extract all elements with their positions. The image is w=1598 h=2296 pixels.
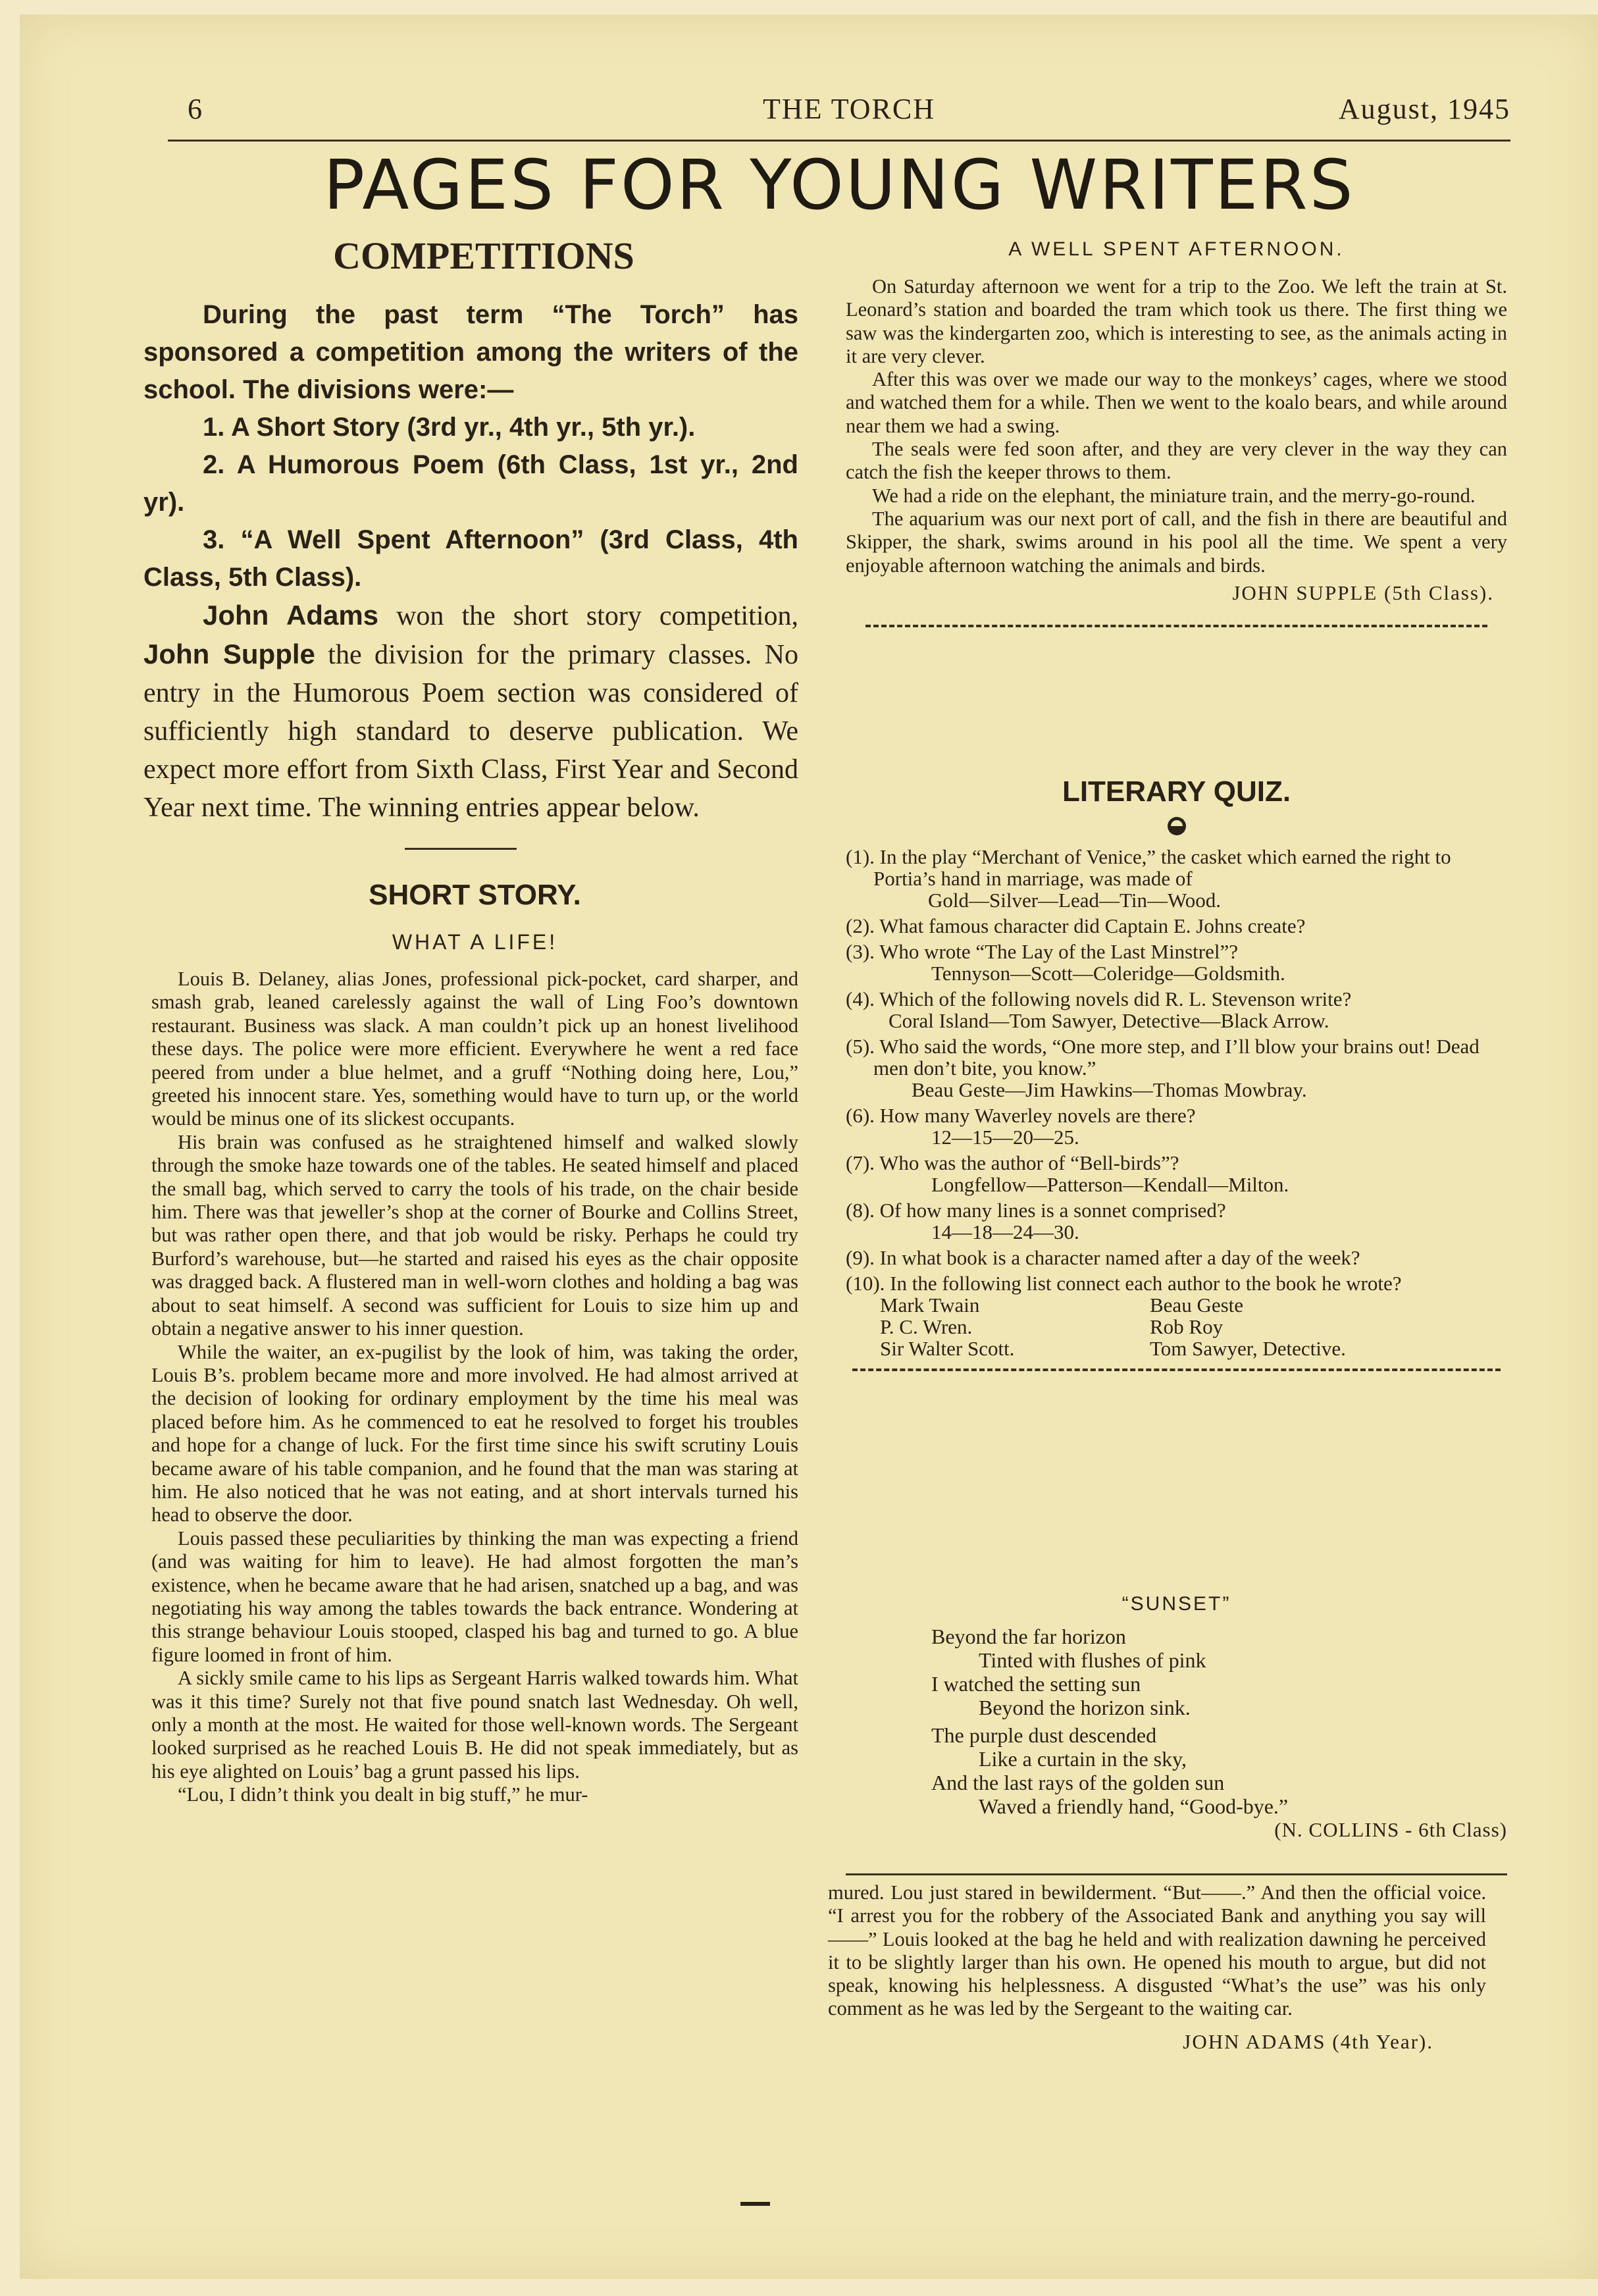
results-text-1: won the short story competition, xyxy=(378,601,798,631)
author-item: P. C. Wren. xyxy=(880,1315,973,1338)
short-story-subtitle: WHAT A LIFE! xyxy=(392,930,558,954)
quiz-question-2: (2). What famous character did Captain E. Johns create? xyxy=(846,914,1306,937)
poem-author: (N. COLLINS - 6th Class) xyxy=(1274,1818,1507,1841)
author-book-list xyxy=(846,1294,1507,1359)
quiz-answer-5: Beau Geste—Jim Hawkins—Thomas Mowbray. xyxy=(912,1078,1307,1101)
section-divider xyxy=(405,848,517,850)
page-mark xyxy=(740,2202,770,2206)
quiz-answer-1: Gold—Silver—Lead—Tin—Wood. xyxy=(928,889,1221,912)
quiz-question-10: (10). In the following list connect each author to the book he wrote? xyxy=(846,1272,1402,1295)
poem-body xyxy=(846,1625,1507,1818)
header-rule xyxy=(168,140,1510,142)
story-paragraph: While the waiter, an ex-pugilist by the look of him, was taking the order, Louis B’s. problem became more and more involved. He had almost arrived at the decision of looking for ordinary employment by the time his meal was placed before him. As he commenced to eat he resolved to forget his troubles and hope for a change of luck. For the first time since his swift scrutiny Louis became aware of his table companion, and he found that the man was staring at him. He also noticed that he was not eating, and at short intervals turned his head to observe the door. xyxy=(151,1340,798,1526)
quiz-answer-6: 12—15—20—25. xyxy=(931,1126,1079,1149)
quiz-heading: LITERARY QUIZ. xyxy=(1062,775,1291,808)
results-text-2: the division for the primary classes. No entry in the Humorous Poem section was considered of sufficiently high standard to deserve publication. We expect more effort from Sixth Class, First Year and Second Year next time. The winning entries appear below. xyxy=(143,640,799,823)
short-story-body xyxy=(151,968,798,1807)
afternoon-heading: A WELL SPENT AFTERNOON. xyxy=(1008,238,1345,260)
story-paragraph: Louis passed these peculiarities by thinking the man was expecting a friend (and was waiting for him to leave). He had almost forgotten the man’s existence, when he became aware that he had arisen, snatched up a bag, and was negotiating his way among the tables towards the back entrance. Wondering at this strange behaviour Louis stooped, clasped his bag and turned to go. A blue figure loomed in front of him. xyxy=(151,1526,798,1666)
quiz-question-4: (4). Which of the following novels did R. L. Stevenson write? xyxy=(846,987,1352,1010)
quiz-answer-8: 14—18—24—30. xyxy=(931,1220,1079,1243)
division-1: 1. A Short Story (3rd yr., 4th yr., 5th yr.). xyxy=(203,413,696,442)
afternoon-paragraph: After this was over we made our way to the monkeys’ cages, where we stood and watched them for a while. Then we went to the koalo bears, and while around near them we had a swing. xyxy=(846,368,1507,437)
page-title: PAGES FOR YOUNG WRITERS xyxy=(323,145,1355,225)
intro-text: During the past term “The Torch” has sponsored a competition among the writers of the school. The divisions were:— xyxy=(143,300,798,404)
division-2: 2. A Humorous Poem (6th Class, 1st yr., 2nd yr). xyxy=(143,450,798,517)
author-list xyxy=(880,1294,1150,1359)
wavy-divider xyxy=(852,1361,1501,1371)
poem-line: Beyond the horizon sink. xyxy=(979,1696,1191,1719)
story-paragraph: Louis B. Delaney, alias Jones, professional pick-pocket, card sharper, and smash grab, leaned carelessly against the wall of Ling Foo’s downtown restaurant. Business was slack. A man couldn’t pick up an honest livelihood these days. The police were more efficient. Everywhere he went a red face peered from under a blue helmet, and a gruff “Nothing doing here, Lou,” greeted his innocent stare. Yes, something would have to turn up, or the world would be minus one of its slickest occupants. xyxy=(151,968,798,1130)
competitions-heading: COMPETITIONS xyxy=(333,234,634,277)
poem-line: And the last rays of the golden sun xyxy=(931,1771,1225,1794)
story-continuation xyxy=(828,1881,1486,2054)
story-continuation-body xyxy=(828,1881,1486,2021)
short-story-section xyxy=(151,879,798,1807)
short-story-heading: SHORT STORY. xyxy=(369,879,581,911)
page-number: 6 xyxy=(188,93,203,125)
author-item: Sir Walter Scott. xyxy=(880,1337,1015,1360)
division-3: 3. “A Well Spent Afternoon” (3rd Class, 4th Class, 5th Class). xyxy=(143,525,798,592)
poem-line: Beyond the far horizon xyxy=(931,1625,1126,1648)
afternoon-paragraph: We had a ride on the elephant, the miniature train, and the merry-go-round. xyxy=(872,484,1476,507)
poem-line: The purple dust descended xyxy=(931,1723,1157,1747)
afternoon-section xyxy=(846,238,1507,627)
afternoon-paragraph: On Saturday afternoon we went for a trip to the Zoo. We left the train at St. Leonard’s station and boarded the tram which took us there. The first thing we saw was the kindergarten zoo, which is interesting to see, as the animals acting in it are very clever. xyxy=(846,275,1507,367)
winner-2: John Supple xyxy=(143,639,315,669)
story-paragraph: His brain was confused as he straightened himself and walked slowly through the smoke haze towards one of the tables. He seated himself and placed the small bag, which served to carry the tools of his trade, on the chair beside him. There was that jeweller’s shop at the corner of Bourke and Collins Street, but was rather open there, and that job would be risky. Perhaps he could try Burford’s warehouse, but—he started and raised his eyes as the chair opposite was dragged back. A flustered man in well-worn clothes and holding a bag was about to seat himself. A second was sufficient for Louis to size him up and obtain a negative answer to his inner question. xyxy=(151,1130,798,1340)
afternoon-author: JOHN SUPPLE (5th Class). xyxy=(1232,581,1494,604)
issue-date: August, 1945 xyxy=(1338,93,1510,125)
competitions-section xyxy=(143,296,798,827)
poem-line: Tinted with flushes of pink xyxy=(979,1648,1206,1672)
quiz-answer-3: Tennyson—Scott—Coleridge—Goldsmith. xyxy=(931,962,1285,985)
wavy-divider xyxy=(865,617,1487,627)
poem-heading: “SUNSET” xyxy=(1121,1593,1231,1615)
quiz-answer-4: Coral Island—Tom Sawyer, Detective—Black Arrow. xyxy=(889,1009,1329,1032)
book-list xyxy=(1150,1294,1346,1359)
poem-line: Waved a friendly hand, “Good-bye.” xyxy=(979,1794,1289,1818)
afternoon-paragraph: The seals were fed soon after, and they are very clever in the way they can catch the fish the keeper throws to them. xyxy=(846,438,1507,484)
book-item: Tom Sawyer, Detective. xyxy=(1150,1337,1346,1360)
story-paragraph: mured. Lou just stared in bewilderment. “But——.” And then the official voice. “I arrest you for the robbery of the Associated Bank and anything you say will——” Louis looked at the bag he held and with realization dawning he perceived it to be slightly larger than his own. He opened his mouth to argue, but did not speak, knowing his helplessness. A disgusted “What’s the use” was his only comment as he was led by the Sergeant to the waiting car. xyxy=(828,1881,1486,2020)
publication-name: THE TORCH xyxy=(762,93,936,125)
quiz-question-5: (5). Who said the words, “One more step, and I’ll blow your brains out! Dead men don’t bite, you know.” xyxy=(846,1035,1480,1080)
quiz-question-8: (8). Of how many lines is a sonnet comprised? xyxy=(846,1199,1226,1222)
afternoon-paragraph: The aquarium was our next port of call, and the fish in there are beautiful and Skipper, the shark, swims around in his pool all the time. We spent a very enjoyable afternoon watching the animals and birds. xyxy=(846,507,1507,577)
quiz-section xyxy=(846,775,1507,1371)
quiz-question-3: (3). Who wrote “The Lay of the Last Minstrel”? xyxy=(846,940,1238,963)
quiz-question-7: (7). Who was the author of “Bell-birds”? xyxy=(846,1151,1179,1174)
author-item: Mark Twain xyxy=(880,1293,980,1317)
book-item: Beau Geste xyxy=(1150,1293,1244,1317)
competitions-intro xyxy=(143,296,798,596)
poem-section xyxy=(846,1593,1507,1875)
quiz-question-1: (1). In the play “Merchant of Venice,” the casket which earned the right to Portia’s hand in marriage, was made of xyxy=(846,845,1451,890)
page-header xyxy=(188,92,1510,132)
poem-line: Like a curtain in the sky, xyxy=(979,1747,1187,1771)
dot-ornament-icon xyxy=(846,815,1507,841)
story-paragraph: “Lou, I didn’t think you dealt in big stuff,” he mur- xyxy=(178,1783,588,1806)
story-paragraph: A sickly smile came to his lips as Sergeant Harris walked towards him. What was it this time? Surely not that five pound snatch last Wednesday. Oh well, only a month at the most. He waited for those well-known words. The Sergeant looked surprised as he reached Louis B. He did not speak immediately, but as his eye alighted on Louis’ bag a grunt passed his lips. xyxy=(151,1667,798,1783)
winner-1: John Adams xyxy=(203,600,379,631)
quiz-questions xyxy=(846,846,1507,1359)
section-rule xyxy=(846,1873,1507,1875)
quiz-question-9: (9). In what book is a character named after a day of the week? xyxy=(846,1246,1360,1269)
quiz-question-6: (6). How many Waverley novels are there? xyxy=(846,1104,1196,1127)
poem-line: I watched the setting sun xyxy=(931,1672,1141,1696)
book-item: Rob Roy xyxy=(1150,1315,1224,1338)
competition-results xyxy=(143,596,798,827)
afternoon-body xyxy=(846,275,1507,577)
story-author: JOHN ADAMS (4th Year). xyxy=(1183,2029,1433,2053)
quiz-answer-7: Longfellow—Patterson—Kendall—Milton. xyxy=(931,1173,1289,1196)
